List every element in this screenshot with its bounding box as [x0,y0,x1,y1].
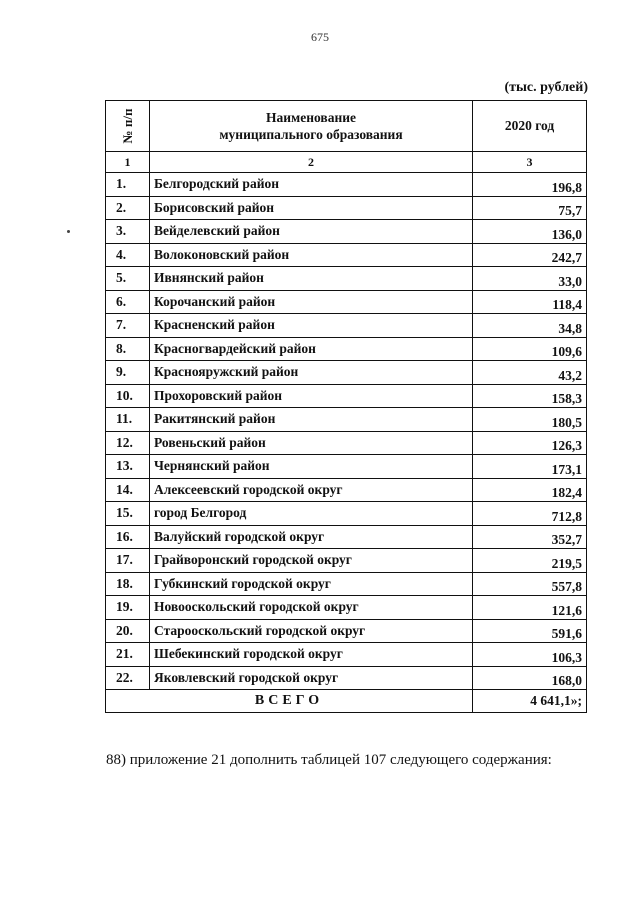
column-index-3: 3 [473,152,587,173]
row-value: 109,6 [473,337,587,361]
table-row [106,337,587,361]
table-row [106,267,587,291]
row-value: 75,7 [473,196,587,220]
table-row [106,455,587,479]
row-name: Борисовский район [150,196,473,220]
row-number: 4. [106,243,150,267]
row-number: 18. [106,572,150,596]
table-row [106,384,587,408]
row-value: 106,3 [473,643,587,667]
row-value: 34,8 [473,314,587,338]
row-value: 557,8 [473,572,587,596]
row-value: 158,3 [473,384,587,408]
table-row [106,666,587,690]
total-label: ВСЕГО [106,690,473,713]
row-number: 2. [106,196,150,220]
row-name: Губкинский городской округ [150,572,473,596]
header-name-cell [150,101,473,152]
row-name: Ровеньский район [150,431,473,455]
row-name: Алексеевский городской округ [150,478,473,502]
row-name: Красненский район [150,314,473,338]
row-number: 20. [106,619,150,643]
table-row [106,196,587,220]
row-value: 33,0 [473,267,587,291]
table-row [106,173,587,197]
header-number-label: № п/п [119,108,135,144]
table-row [106,314,587,338]
table-row [106,525,587,549]
row-name: Старооскольский городской округ [150,619,473,643]
table-row [106,431,587,455]
table-row [106,478,587,502]
row-name: Прохоровский район [150,384,473,408]
table-row [106,643,587,667]
row-value: 219,5 [473,549,587,573]
table-row [106,619,587,643]
header-name-line1: Наименование [266,110,356,125]
row-value: 136,0 [473,220,587,244]
row-number: 11. [106,408,150,432]
table-row [106,572,587,596]
row-number: 1. [106,173,150,197]
units-label: (тыс. рублей) [504,80,588,95]
row-value: 182,4 [473,478,587,502]
total-value: 4 641,1»; [473,690,587,713]
row-name: Валуйский городской округ [150,525,473,549]
row-value: 126,3 [473,431,587,455]
row-value: 43,2 [473,361,587,385]
row-number: 10. [106,384,150,408]
row-name: город Белгород [150,502,473,526]
row-name: Ивнянский район [150,267,473,291]
budget-table [105,100,587,713]
table-row [106,549,587,573]
row-value: 180,5 [473,408,587,432]
row-value: 242,7 [473,243,587,267]
row-number: 9. [106,361,150,385]
row-number: 6. [106,290,150,314]
row-name: Корочанский район [150,290,473,314]
row-value: 591,6 [473,619,587,643]
table-row [106,290,587,314]
column-index-1: 1 [106,152,150,173]
row-number: 15. [106,502,150,526]
row-name: Волоконовский район [150,243,473,267]
row-value: 173,1 [473,455,587,479]
row-number: 22. [106,666,150,690]
header-year-cell: 2020 год [473,101,587,152]
column-index-row [106,152,587,173]
row-value: 121,6 [473,596,587,620]
row-value: 168,0 [473,666,587,690]
page-number: 675 [311,30,329,44]
row-name: Белгородский район [150,173,473,197]
footer-paragraph: 88) приложение 21 дополнить таблицей 107 следующего содержания: [106,752,552,768]
row-value: 118,4 [473,290,587,314]
table-row [106,408,587,432]
total-row [106,690,587,713]
row-name: Новооскольский городской округ [150,596,473,620]
row-value: 712,8 [473,502,587,526]
row-name: Вейделевский район [150,220,473,244]
table-row [106,243,587,267]
row-name: Красногвардейский район [150,337,473,361]
row-number: 16. [106,525,150,549]
row-number: 3. [106,220,150,244]
row-number: 13. [106,455,150,479]
table-row [106,502,587,526]
row-number: 12. [106,431,150,455]
header-name-line2: муниципального образования [219,127,403,142]
row-name: Грайворонский городской округ [150,549,473,573]
row-name: Краснояружский район [150,361,473,385]
row-number: 7. [106,314,150,338]
row-number: 8. [106,337,150,361]
row-name: Яковлевский городской округ [150,666,473,690]
column-index-2: 2 [150,152,473,173]
row-number: 14. [106,478,150,502]
row-value: 196,8 [473,173,587,197]
row-number: 19. [106,596,150,620]
table-row [106,596,587,620]
scan-speck [67,230,70,233]
table-header-row [106,101,587,152]
row-value: 352,7 [473,525,587,549]
row-name: Чернянский район [150,455,473,479]
row-number: 21. [106,643,150,667]
table-row [106,220,587,244]
header-number-cell [106,101,150,152]
row-name: Шебекинский городской округ [150,643,473,667]
row-name: Ракитянский район [150,408,473,432]
table-row [106,361,587,385]
row-number: 5. [106,267,150,291]
row-number: 17. [106,549,150,573]
